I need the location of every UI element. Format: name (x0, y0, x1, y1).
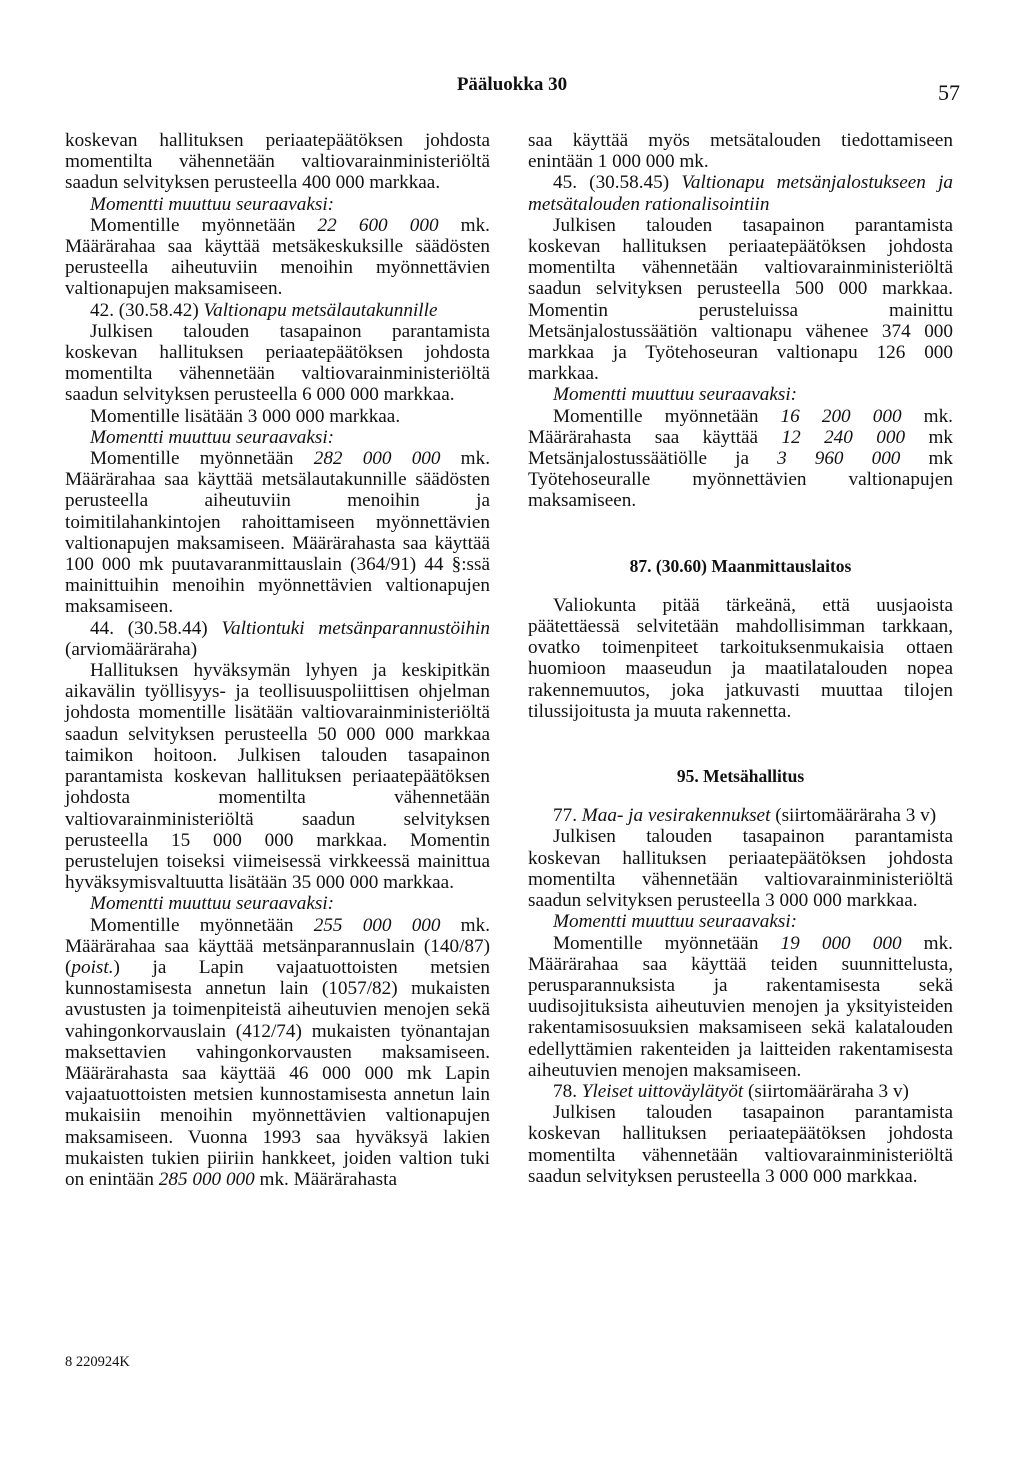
paragraph: Hallituksen hyväksymän lyhyen ja keskipitkän aikavälin työllisyys- ja teollisuuspoliittisen ohjelman johdosta momentille lisätään valtiovarainministeriöltä saadun selvityksen perusteella 50 000 000 markkaa taimikon hoitoon. Julkisen talouden tasapainon parantamista koskevan hallituksen periaatepäätöksen johdosta momentilta vähennetään valtiovarainministeriöltä saadun selvityksen perusteella 15 000 000 markkaa. Momentin perustelujen toiseksi viimeisessä virkkeessä mainittua hyväksymisvaltuutta lisätään 35 000 000 markkaa. (65, 660, 490, 894)
paragraph: Momentti muuttuu seuraavaksi: (553, 911, 798, 933)
paragraph: Julkisen talouden tasapainon parantamista koskevan hallituksen periaatepäätöksen johdosta momentilta vähennetään valtiovarainministeriöltä saadun selvityksen perusteella 3 000 000 markkaa. (528, 1102, 953, 1187)
item-heading: 45. (30.58.45) Valtionapu metsänjalostukseen ja metsätalouden rationalisointiin (528, 172, 954, 215)
paragraph: Momentille myönnetään 16 200 000 mk. Määrärahasta saa käyttää 12 240 000 mk Metsänjalostussäätiölle ja 3 960 000 mk Työtehoseuralle myönnettävien valtionapujen maksamiseen. (528, 405, 953, 512)
paragraph: Julkisen talouden tasapainon parantamista koskevan hallituksen periaatepäätöksen johdosta momentilta vähennetään valtiovarainministeriöltä saadun selvityksen perusteella 500 000 markkaa. Momentin perusteluissa mainittu Metsänjalostussäätiön valtionapu vähenee 374 000 markkaa ja Työtehoseuran valtionapu 126 000 markkaa. (528, 214, 953, 385)
paragraph: Momentille lisätään 3 000 000 markkaa. (90, 405, 401, 427)
paragraph: koskevan hallituksen periaatepäätöksen johdosta momentilta vähennetään valtiovarainministeriöltä saadun selvityksen perusteella 400 000 markkaa. (65, 130, 490, 194)
left-column (65, 130, 490, 1190)
page-header-title: Pääluokka 30 (456, 74, 568, 95)
paragraph: Momentille myönnetään 255 000 000 mk. Määrärahaa saa käyttää metsänparannuslain (140/87) (poist.) ja Lapin vajaatuottoisten metsien kunnostamisesta annetun lain (1057/82) mukaisten avustusten ja toimenpiteistä aiheutuvien menojen sekä vahingonkorvauslain (412/74) mukaisten työnantajan maksettavien vahingonkorvausten maksamiseen. Määrärahasta saa käyttää 46 000 000 mk Lapin vajaatuottoisten metsien kunnostamisesta annetun lain mukaisiin menoihin myönnettävien valtionapujen maksamiseen. Vuonna 1993 saa hyväksyä lakien mukaisten tukien piiriin hankkeet, joiden valtion tuki on enintään 285 000 000 mk. Määrärahasta (65, 914, 490, 1190)
item-heading: 44. (30.58.44) Valtiontuki metsänparannustöihin (arviomääräraha) (65, 617, 490, 660)
paragraph: Momentti muuttuu seuraavaksi: (553, 384, 798, 406)
paragraph: Momentti muuttuu seuraavaksi: (90, 426, 335, 448)
section-heading: 87. (30.60) Maanmittauslaitos (629, 555, 852, 576)
item-heading: 78. Yleiset uittoväylätyöt (siirtomääräraha 3 v) (553, 1080, 909, 1102)
item-heading: 77. Maa- ja vesirakennukset (siirtomääräraha 3 v) (553, 805, 937, 827)
paragraph: Momentille myönnetään 19 000 000 mk. Määrärahaa saa käyttää teiden suunnittelusta, perusparannuksista ja rakentamisesta sekä uudisojituksista aiheutuvien menojen ja yksityisteiden rakentamisosuuksien maksamiseen sekä kalatalouden edellyttämien rakenteiden ja laitteiden rakentamisesta aiheutuvien menojen maksamiseen. (528, 932, 953, 1081)
page-number: 57 (938, 80, 960, 105)
right-column (528, 130, 953, 1187)
paragraph: saa käyttää myös metsätalouden tiedottamiseen enintään 1 000 000 mk. (528, 130, 953, 173)
item-heading: 42. (30.58.42) Valtionapu metsälautakunnille (90, 299, 438, 321)
paragraph: Julkisen talouden tasapainon parantamista koskevan hallituksen periaatepäätöksen johdosta momentilta vähennetään valtiovarainministeriöltä saadun selvityksen perusteella 3 000 000 markkaa. (528, 826, 953, 912)
paragraph: Momentti muuttuu seuraavaksi: (90, 893, 335, 915)
section-heading: 95. Metsähallitus (676, 766, 805, 787)
paragraph: Julkisen talouden tasapainon parantamista koskevan hallituksen periaatepäätöksen johdosta momentilta vähennetään valtiovarainministeriöltä saadun selvityksen perusteella 6 000 000 markkaa. (65, 320, 490, 406)
paragraph: Momentille myönnetään 282 000 000 mk. Määrärahaa saa käyttää metsälautakunnille säädösten perusteella aiheutuviin menoihin ja toimitilahankintojen rahoittamiseen myönnettävien valtionapujen maksamiseen. Määrärahasta saa käyttää 100 000 mk puutavaranmittauslain (364/91) 44 §:ssä mainittuihin menoihin myönnettävien valtionapujen maksamiseen. (65, 448, 490, 618)
paragraph: Momentille myönnetään 22 600 000 mk. Määrärahaa saa käyttää metsäkeskuksille säädösten perusteella aiheutuviin menoihin myönnettävien valtionapujen maksamiseen. (65, 214, 490, 300)
footer-print-code: 8 220924K (65, 1354, 130, 1370)
paragraph: Momentti muuttuu seuraavaksi: (90, 193, 335, 215)
paragraph: Valiokunta pitää tärkeänä, että uusjaoista päätettäessä selvitetään mahdollisimman tarkkaan, ovatko toimenpiteet tarkoituksenmukaisia ottaen huomioon maaseudun ja maatilatalouden nopea rakennemuutos, joka jatkuvasti muuttaa tilojen tilussijoitusta ja muuta rakennetta. (528, 594, 953, 722)
